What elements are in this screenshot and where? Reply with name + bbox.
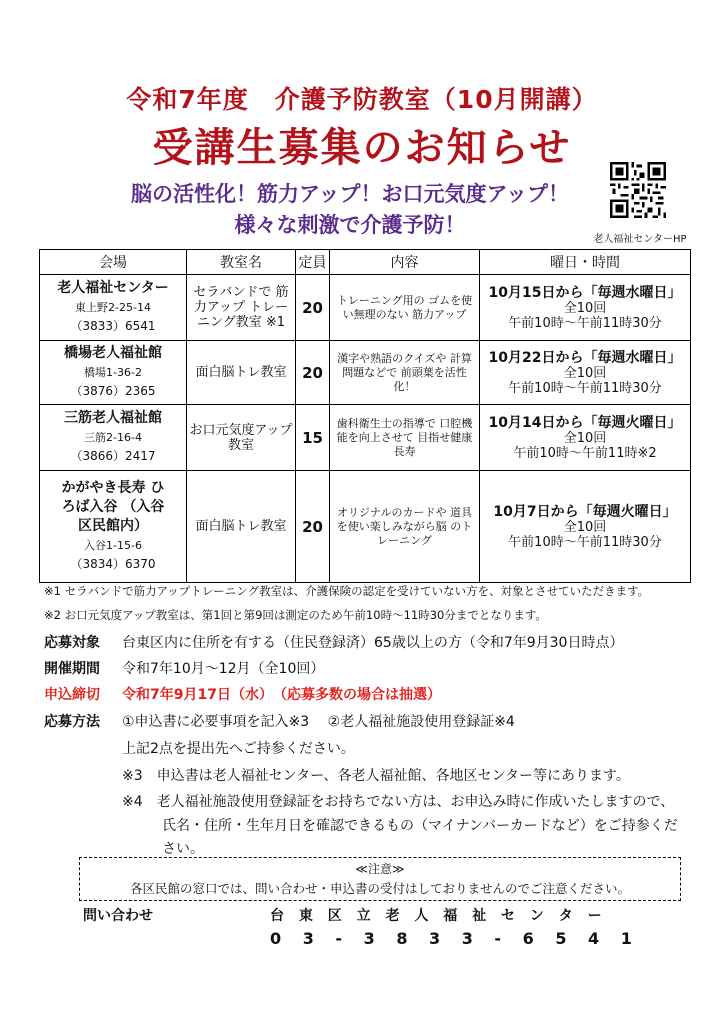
method-line-1: ①申込書に必要事項を記入※3 ②老人福祉施設使用登録証※4 [122, 714, 515, 730]
method-line-6: さい。 [162, 841, 204, 857]
schedule-count: 全10回 [563, 300, 607, 316]
deadline-label: 申込締切 [44, 687, 100, 703]
class-name: 面白脳トレ教室 [187, 341, 296, 405]
schedule-time: 午前10時～午前11時30分 [508, 315, 662, 331]
schedule-count: 全10回 [563, 519, 607, 535]
class-content: オリジナルのカードや 道具を使い楽しみながら脳 のトレーニング [330, 471, 480, 583]
column-header-content: 内容 [330, 250, 480, 275]
schedule-start: 10月15日から「毎週水曜日」 [488, 284, 682, 301]
column-header-venue: 会場 [40, 250, 187, 275]
venue-address: 入谷1-15-6 [84, 539, 142, 552]
table-row [40, 275, 691, 341]
class-content: トレーニング用の ゴムを使い無理のない 筋力アップ [330, 275, 480, 341]
target-label: 応募対象 [44, 635, 100, 651]
table-row [40, 471, 691, 583]
subtitle-1: 脳の活性化！筋力アップ！お口元気度アップ！ [130, 182, 570, 206]
schedule-cell [480, 405, 691, 471]
venue-address: 橋場1-36-2 [84, 366, 142, 379]
schedule-cell [480, 471, 691, 583]
contact-label: 問い合わせ [83, 908, 153, 924]
schedule-cell [480, 341, 691, 405]
schedule-count: 全10回 [563, 430, 607, 446]
venue-cell [40, 405, 187, 471]
schedule-time: 午前10時～午前11時30分 [508, 534, 662, 550]
schedule-time: 午前10時～午前11時30分 [508, 380, 662, 396]
schedule-start: 10月22日から「毎週水曜日」 [488, 349, 682, 366]
caution-box [79, 857, 681, 901]
venue-tel: （3876）2365 [70, 384, 156, 398]
method-line-2: 上記2点を提出先へご持参ください。 [122, 741, 355, 757]
venue-cell [40, 471, 187, 583]
page-headline: 受講生募集のお知らせ [152, 125, 572, 171]
capacity: 15 [296, 405, 330, 471]
venue-name: 老人福祉センター [57, 280, 169, 296]
method-line-5: 氏名・住所・生年月日を確認できるもの（マイナンバーカードなど）をご持参くだ [162, 818, 678, 834]
venue-cell [40, 341, 187, 405]
method-line-4: ※4 老人福祉施設使用登録証をお持ちでない方は、お申込み時に作成いたしますので、 [122, 794, 675, 810]
venue-address: 東上野2-25-14 [75, 301, 151, 314]
schedule-time: 午前10時～午前11時※2 [513, 445, 657, 461]
caution-title: ≪注意≫ [355, 862, 405, 876]
subtitle-2: 様々な刺激で介護予防！ [234, 213, 466, 237]
capacity: 20 [296, 471, 330, 583]
column-header-class: 教室名 [187, 250, 296, 275]
footnote-1: ※1 セラバンドで筋力アップトレーニング教室は、介護保険の認定を受けていない方を、対象とさせていただきます。 [44, 584, 650, 598]
schedule-start: 10月14日から「毎週火曜日」 [488, 414, 682, 431]
contact-name: 台 東 区 立 老 人 福 祉 セ ン タ ー [270, 908, 607, 924]
footnote-2: ※2 お口元気度アップ教室は、第1回と第9回は測定のため午前10時～11時30分までとなります。 [44, 608, 547, 622]
class-content: 歯科衛生士の指導で 口腔機能を向上させて 目指せ健康長寿 [330, 405, 480, 471]
qr-code-icon[interactable] [610, 162, 666, 218]
table-header-row [40, 250, 691, 275]
column-header-schedule: 曜日・時間 [480, 250, 691, 275]
capacity: 20 [296, 341, 330, 405]
table-row [40, 405, 691, 471]
venue-tel: （3833）6541 [70, 319, 156, 333]
venue-tel: （3834）6370 [70, 557, 156, 571]
class-content: 漢字や熟語のクイズや 計算問題などで 前頭葉を活性化！ [330, 341, 480, 405]
period-value: 令和7年10月～12月（全10回） [122, 661, 325, 677]
deadline-value: 令和7年9月17日（水） （応募多数の場合は抽選） [122, 687, 441, 703]
method-line-3: ※3 申込書は老人福祉センター、各老人福祉館、各地区センター等にあります。 [122, 768, 630, 784]
venue-name: かがやき長寿 ひろば入谷 （入谷区民館内） [61, 480, 165, 534]
venue-address: 三筋2-16-4 [84, 431, 142, 444]
contact-tel[interactable]: 0 3 - 3 8 3 3 - 6 5 4 1 [270, 929, 640, 948]
qr-label: 老人福祉センターHP [593, 234, 687, 245]
capacity: 20 [296, 275, 330, 341]
class-name: セラバンドで 筋力アップ トレーニング教室 ※1 [187, 275, 296, 341]
venue-name: 橋場老人福祉館 [64, 345, 162, 361]
schedule-count: 全10回 [563, 365, 607, 381]
caution-body: 各区民館の窓口では、問い合わせ・申込書の受付はしておりませんのでご注意ください。 [129, 881, 630, 896]
target-value: 台東区内に住所を有する（住民登録済）65歳以上の方（令和7年9月30日時点） [122, 635, 624, 651]
schedule-start: 10月7日から「毎週火曜日」 [493, 503, 677, 520]
venue-cell [40, 275, 187, 341]
venue-tel: （3866）2417 [70, 449, 156, 463]
venue-name: 三筋老人福祉館 [64, 410, 162, 426]
table-row [40, 341, 691, 405]
class-name: お口元気度アップ 教室 [187, 405, 296, 471]
page-title: 令和7年度 介護予防教室（10月開講） [126, 85, 598, 114]
column-header-capacity: 定員 [296, 250, 330, 275]
method-label: 応募方法 [44, 714, 100, 730]
class-name: 面白脳トレ教室 [187, 471, 296, 583]
schedule-cell [480, 275, 691, 341]
period-label: 開催期間 [44, 661, 100, 677]
schedule-table [39, 249, 691, 583]
